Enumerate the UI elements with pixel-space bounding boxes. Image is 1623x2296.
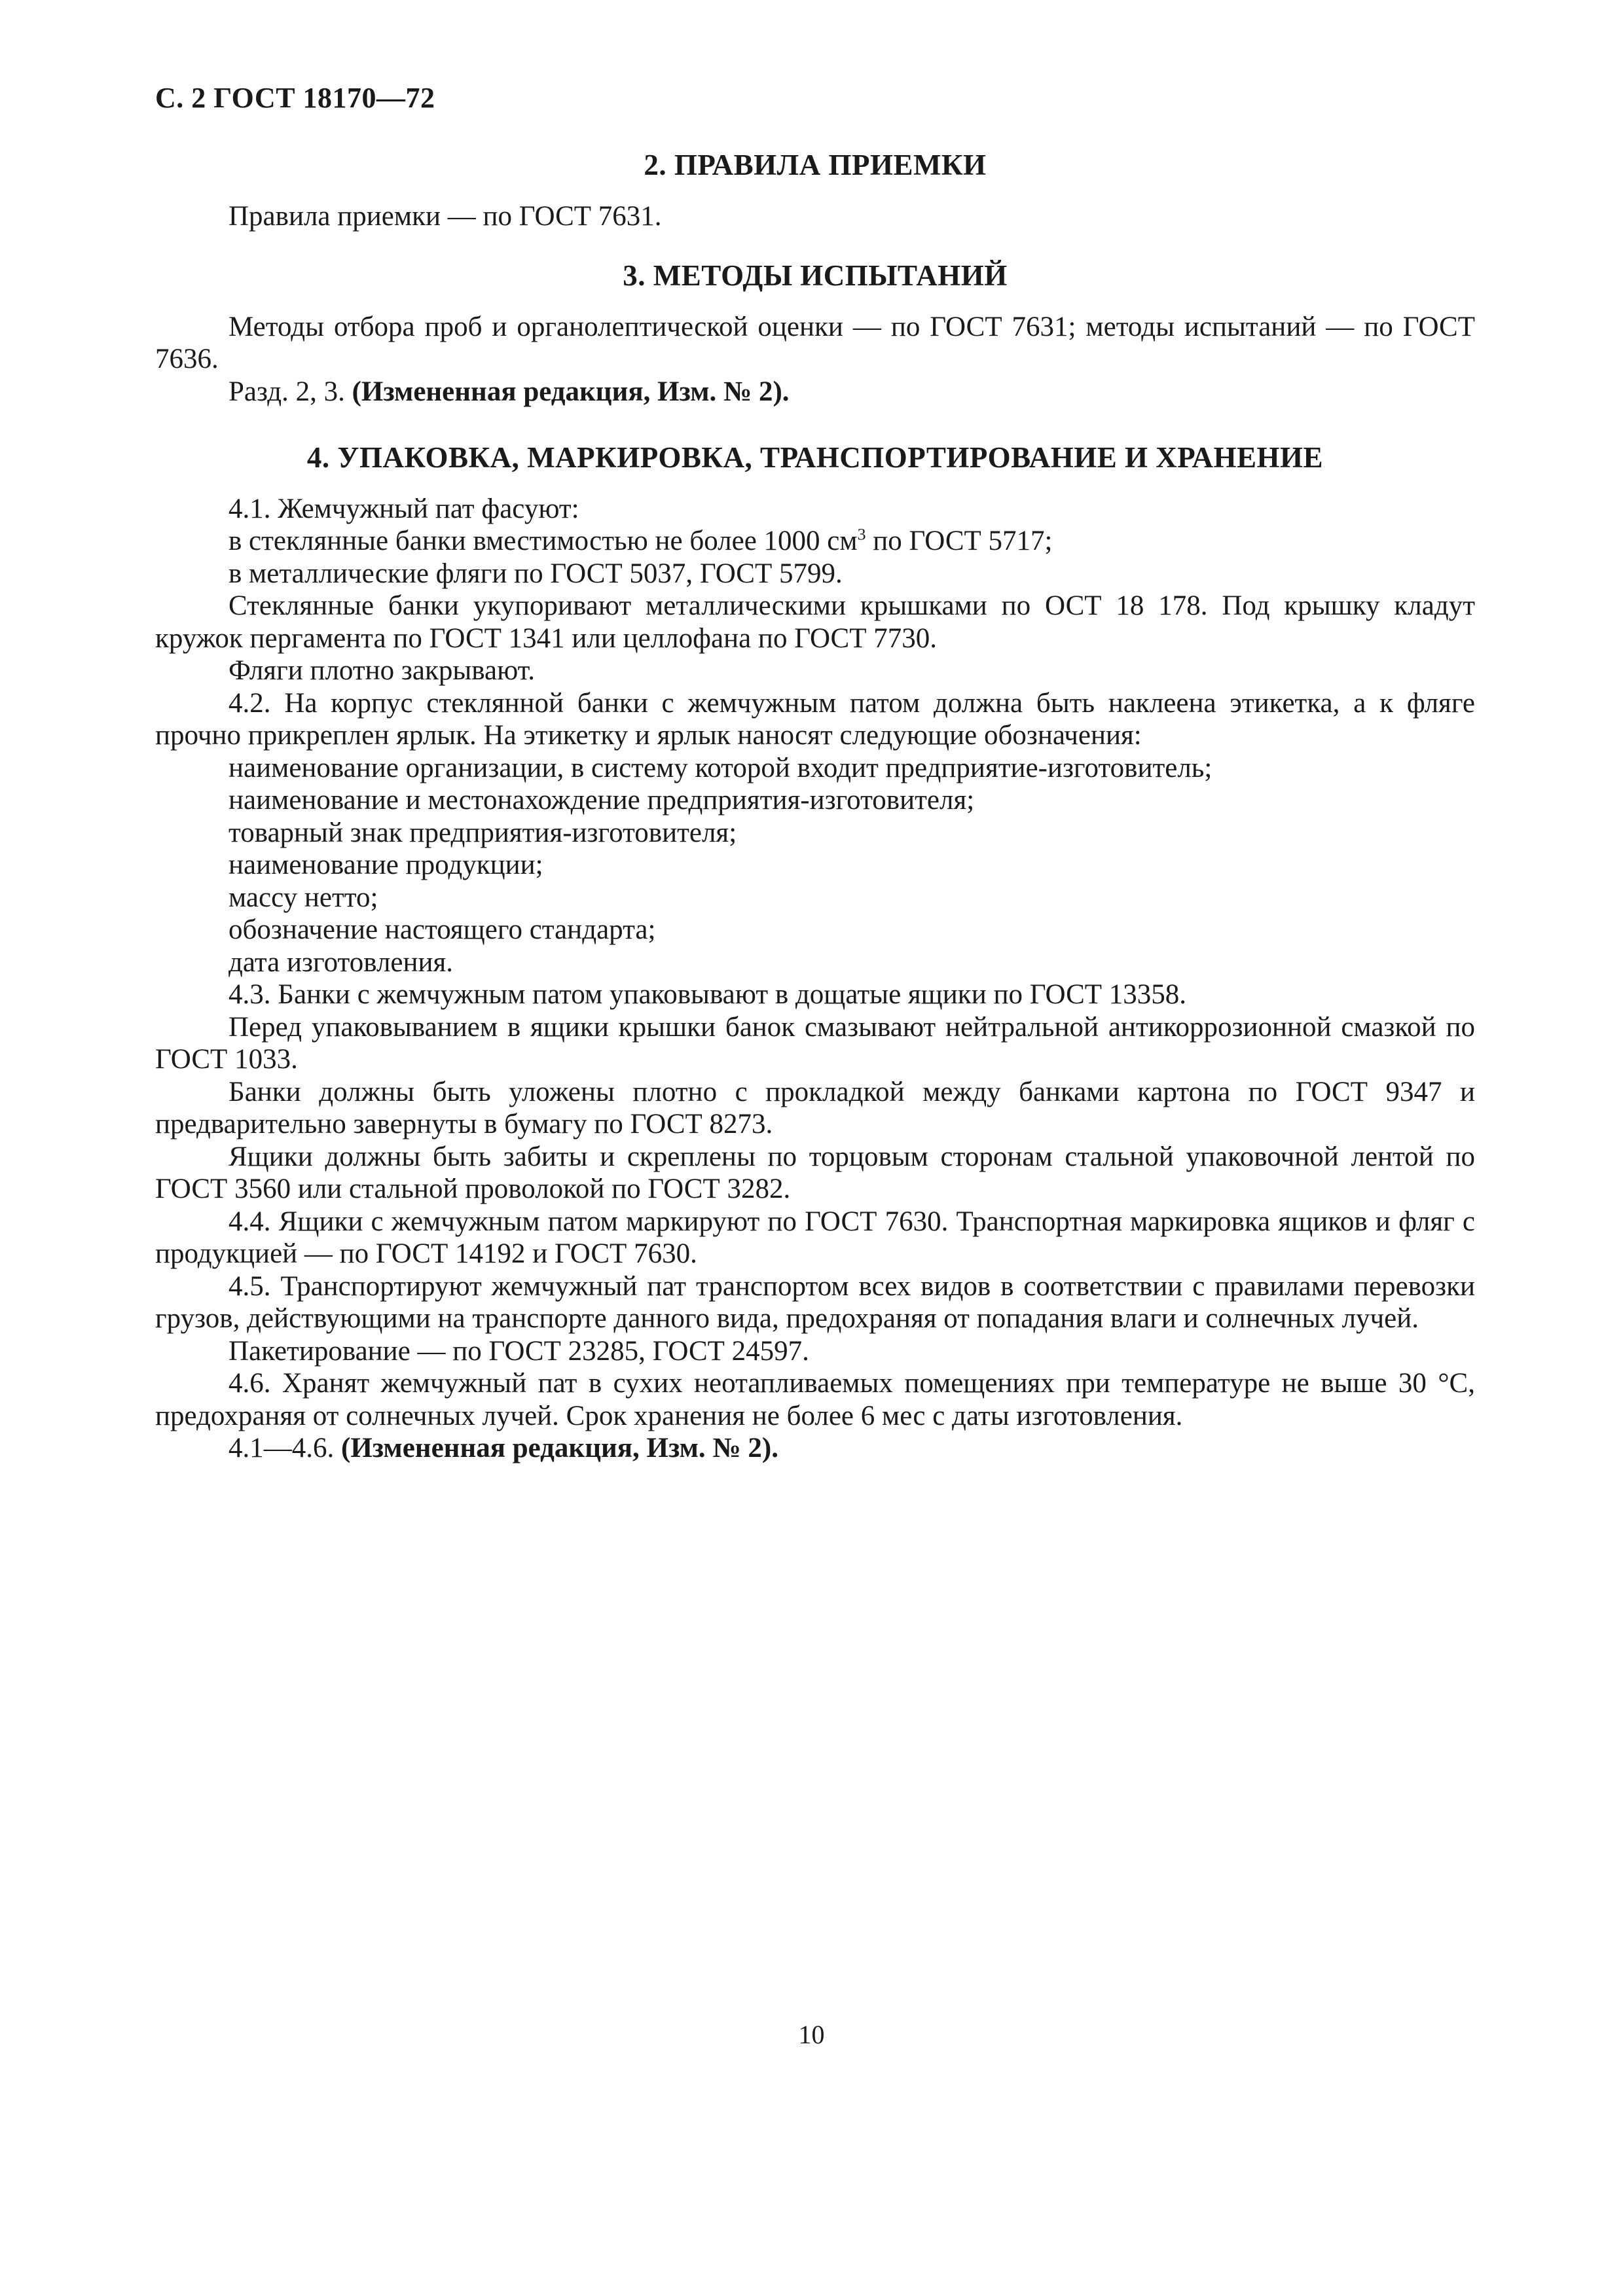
section-3-paragraph: Методы отбора проб и органолептической оценки — по ГОСТ 7631; методы испытаний — по ГОСТ 7636. (155, 311, 1475, 374)
section-3-amendment-note (155, 376, 1475, 408)
list-item: массу нетто; (228, 882, 378, 913)
page-header: С. 2 ГОСТ 18170—72 (155, 82, 435, 114)
amendment-bold: (Измененная редакция, Изм. № 2). (341, 1433, 778, 1463)
clause-4-1-glass-jars (155, 525, 1475, 558)
clause-4-3-placement: Банки должны быть уложены плотно с прокладкой между банками картона по ГОСТ 9347 и предварительно завернуты в бумагу по ГОСТ 8273. (155, 1076, 1475, 1139)
section-4-title: 4. УПАКОВКА, МАРКИРОВКА, ТРАНСПОРТИРОВАНИЕ И ХРАНЕНИЕ (306, 441, 1324, 474)
clause-4-1: 4.1. Жемчужный пат фасуют: (228, 493, 579, 524)
clause-4-6: 4.6. Хранят жемчужный пат в сухих неотапливаемых помещениях при температуре не выше 30 °С, предохраняя от солнечных лучей. Срок хранения не более 6 мес с даты изготовления. (155, 1368, 1475, 1431)
list-item: наименование продукции; (228, 850, 543, 880)
clause-4-4: 4.4. Ящики с жемчужным патом маркируют по ГОСТ 7630. Транспортная маркировка ящиков и фляг с продукцией — по ГОСТ 14192 и ГОСТ 7630. (155, 1206, 1475, 1269)
page-number: 10 (798, 2020, 825, 2049)
amendment-lead: 4.1—4.6. (228, 1433, 341, 1463)
clause-4-1-capping: Стеклянные банки укупоривают металлическими крышками по ОСТ 18 178. Под крышку кладут кружок пергамента по ГОСТ 1341 или целлофана по ГОСТ 7730. (155, 590, 1475, 654)
clause-4-2: 4.2. На корпус стеклянной банки с жемчужным патом должна быть наклеена этикетка, а к фляге прочно прикреплен ярлык. На этикетку и ярлык наносят следующие обозначения: (155, 687, 1475, 751)
amendment-bold: (Измененная редакция, Изм. № 2). (352, 376, 790, 407)
section-2-paragraph: Правила приемки — по ГОСТ 7631. (228, 200, 662, 232)
clause-4-1-flasks-closed: Фляги плотно закрывают. (228, 655, 535, 686)
clause-4-3-boxes: Ящики должны быть забиты и скреплены по торцовым сторонам стальной упаковочной лентой по ГОСТ 3560 или стальной проволокой по ГОСТ 3282. (155, 1141, 1475, 1204)
list-item: дата изготовления. (228, 946, 454, 978)
list-item: товарный знак предприятия-изготовителя; (228, 817, 737, 848)
list-item: наименование и местонахождение предприятия-изготовителя; (228, 785, 975, 816)
clause-4-5: 4.5. Транспортируют жемчужный пат транспортом всех видов в соответствии с правилами перевозки грузов, действующими на транспорте данного вида, предохраняя от попадания влаги и солнечных лучей. (155, 1270, 1475, 1334)
list-item: обозначение настоящего стандарта; (228, 914, 656, 945)
section-2-title: 2. ПРАВИЛА ПРИЕМКИ (644, 149, 987, 181)
clause-text: в стеклянные банки вместимостью не более 1000 см (228, 526, 858, 556)
clause-4-5-packeting: Пакетирование — по ГОСТ 23285, ГОСТ 24597. (228, 1335, 809, 1367)
document-body (155, 145, 1475, 1465)
clause-text: по ГОСТ 5717; (866, 526, 1053, 556)
section-4-amendment-note (155, 1432, 1475, 1465)
clause-4-1-metal-flasks: в металлические фляги по ГОСТ 5037, ГОСТ 5799. (228, 558, 843, 589)
clause-4-3: 4.3. Банки с жемчужным патом упаковывают в дощатые ящики по ГОСТ 13358. (228, 979, 1187, 1010)
section-3-title: 3. МЕТОДЫ ИСПЫТАНИЙ (623, 259, 1008, 292)
clause-4-3-lubrication: Перед упаковыванием в ящики крышки банок смазывают нейтральной антикоррозионной смазкой по ГОСТ 1033. (155, 1011, 1475, 1075)
superscript: 3 (857, 524, 866, 544)
amendment-lead: Разд. 2, 3. (228, 376, 352, 407)
list-item: наименование организации, в систему которой входит предприятие-изготовитель; (228, 752, 1213, 783)
